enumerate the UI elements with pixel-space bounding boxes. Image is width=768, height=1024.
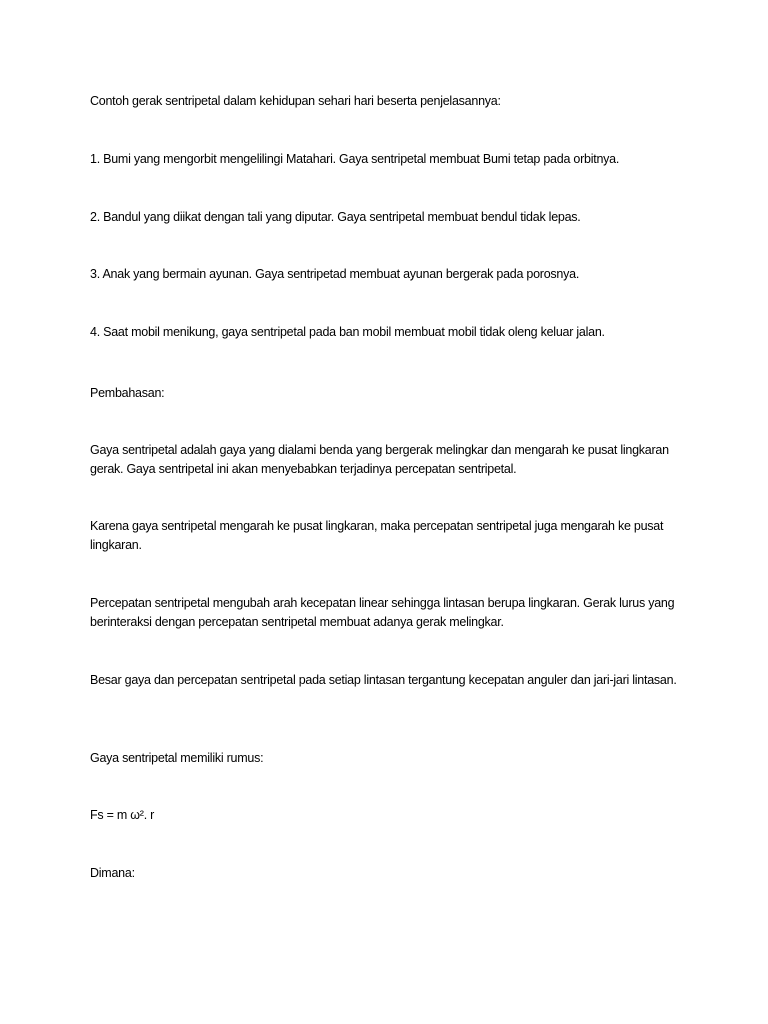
example-4: 4. Saat mobil menikung, gaya sentripetal pada ban mobil membuat mobil tidak oleng keluar jalan. [90,325,605,339]
discussion-heading: Pembahasan: [90,386,165,400]
example-3: 3. Anak yang bermain ayunan. Gaya sentripetad membuat ayunan bergerak pada porosnya. [90,267,580,281]
discussion-paragraph-4: Besar gaya dan percepatan sentripetal pada setiap lintasan tergantung kecepatan anguler dan jari-jari lintasan. [90,673,677,687]
example-1: 1. Bumi yang mengorbit mengelilingi Matahari. Gaya sentripetal membuat Bumi tetap pada orbitnya. [90,152,620,166]
discussion-paragraph-2: Karena gaya sentripetal mengarah ke pusat lingkaran, maka percepatan sentripetal juga mengarah ke pusat lingkaran. [90,519,664,552]
example-2: 2. Bandul yang diikat dengan tali yang diputar. Gaya sentripetal membuat bendul tidak lepas. [90,210,581,224]
intro-text: Contoh gerak sentripetal dalam kehidupan sehari hari beserta penjelasannya: [90,94,501,108]
where-label: Dimana: [90,866,135,880]
discussion-paragraph-3: Percepatan sentripetal mengubah arah kecepatan linear sehingga lintasan berupa lingkaran. Gerak lurus yang berinteraksi dengan percepatan sentripetal membuat adanya gerak melingkar. [90,596,675,629]
formula-intro: Gaya sentripetal memiliki rumus: [90,751,264,765]
discussion-paragraph-1: Gaya sentripetal adalah gaya yang dialami benda yang bergerak melingkar dan mengarah ke pusat lingkaran gerak. Gaya sentripetal ini akan menyebabkan terjadinya percepatan sentripetal. [90,443,669,476]
formula: Fs = m ω². r [90,808,155,822]
